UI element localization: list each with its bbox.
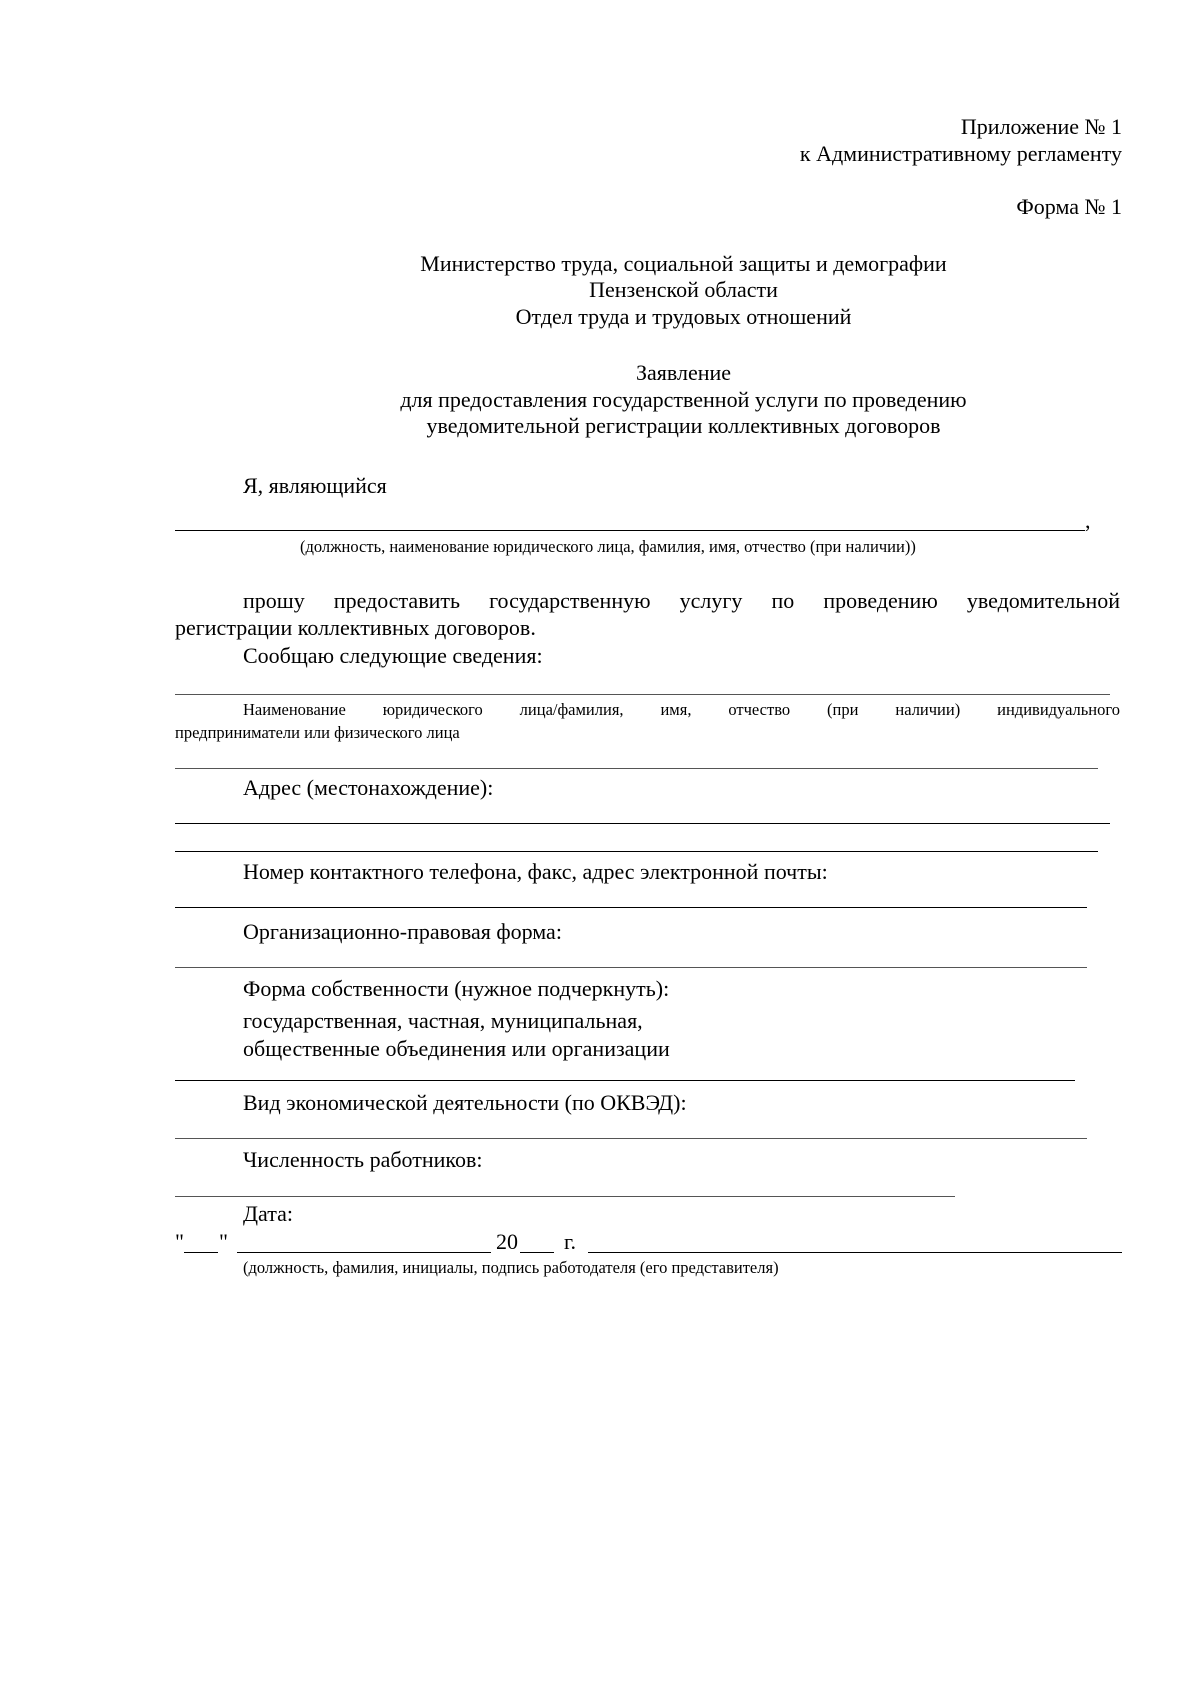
name-input-line[interactable] [175, 694, 1110, 695]
applicant-caption: (должность, наименование юридического лица, фамилия, имя, отчество (при наличии)) [300, 537, 916, 556]
ownership-options-2[interactable]: общественные объединения или организации [243, 1036, 670, 1061]
date-label: Дата: [243, 1201, 293, 1226]
info-intro: Сообщаю следующие сведения: [243, 643, 543, 668]
year-prefix: 20 [496, 1229, 518, 1254]
name-caption-line2: предприниматели или физического лица [175, 723, 460, 742]
contacts-label: Номер контактного телефона, факс, адрес электронной почты: [243, 859, 828, 884]
document-subtitle-line1: для предоставления государственной услуги по проведению [400, 387, 967, 412]
year-input-line[interactable] [520, 1252, 554, 1253]
year-suffix: г. [564, 1229, 577, 1254]
request-line1: прошу предоставить государственную услугу по проведению уведомительной [243, 588, 1120, 613]
appendix-label: Приложение № 1 [960, 114, 1122, 139]
address-input-line-1[interactable] [175, 823, 1110, 824]
signature-input-line[interactable] [588, 1252, 1122, 1253]
address-input-line-2[interactable] [175, 851, 1098, 852]
activity-input-line[interactable] [175, 1138, 1087, 1139]
ownership-label: Форма собственности (нужное подчеркнуть): [243, 976, 670, 1001]
applicant-intro: Я, являющийся [243, 473, 387, 498]
request-line2: регистрации коллективных договоров. [175, 615, 536, 640]
ministry-name: Министерство труда, социальной защиты и демографии [420, 251, 947, 276]
signature-caption: (должность, фамилия, инициалы, подпись работодателя (его представителя) [243, 1258, 779, 1277]
activity-label: Вид экономической деятельности (по ОКВЭД): [243, 1090, 687, 1115]
day-quote-close: " [219, 1229, 228, 1254]
name-extra-line[interactable] [175, 768, 1098, 769]
month-input-line[interactable] [237, 1252, 491, 1253]
document-title: Заявление [635, 360, 732, 385]
form-number: Форма № 1 [1016, 194, 1122, 219]
document-subtitle-line2: уведомительной регистрации коллективных договоров [426, 413, 941, 438]
department-name: Отдел труда и трудовых отношений [515, 304, 852, 329]
name-caption-line1: Наименование юридического лица/фамилия, имя, отчество (при наличии) индивидуального [243, 700, 1120, 719]
day-input-line[interactable] [184, 1252, 218, 1253]
ownership-options-1[interactable]: государственная, частная, муниципальная, [243, 1008, 643, 1033]
region-name: Пензенской области [589, 277, 778, 302]
applicant-comma: , [1085, 508, 1091, 533]
legal-form-label: Организационно-правовая форма: [243, 919, 562, 944]
employees-input-line[interactable] [175, 1196, 955, 1197]
ownership-input-line[interactable] [175, 1080, 1075, 1081]
employees-label: Численность работников: [243, 1147, 483, 1172]
legal-form-input-line[interactable] [175, 967, 1087, 968]
applicant-input-line[interactable] [175, 530, 1085, 531]
day-quote-open: " [175, 1229, 184, 1254]
appendix-reference: к Административному регламенту [799, 141, 1122, 166]
address-label: Адрес (местонахождение): [243, 775, 494, 800]
contacts-input-line[interactable] [175, 907, 1087, 908]
